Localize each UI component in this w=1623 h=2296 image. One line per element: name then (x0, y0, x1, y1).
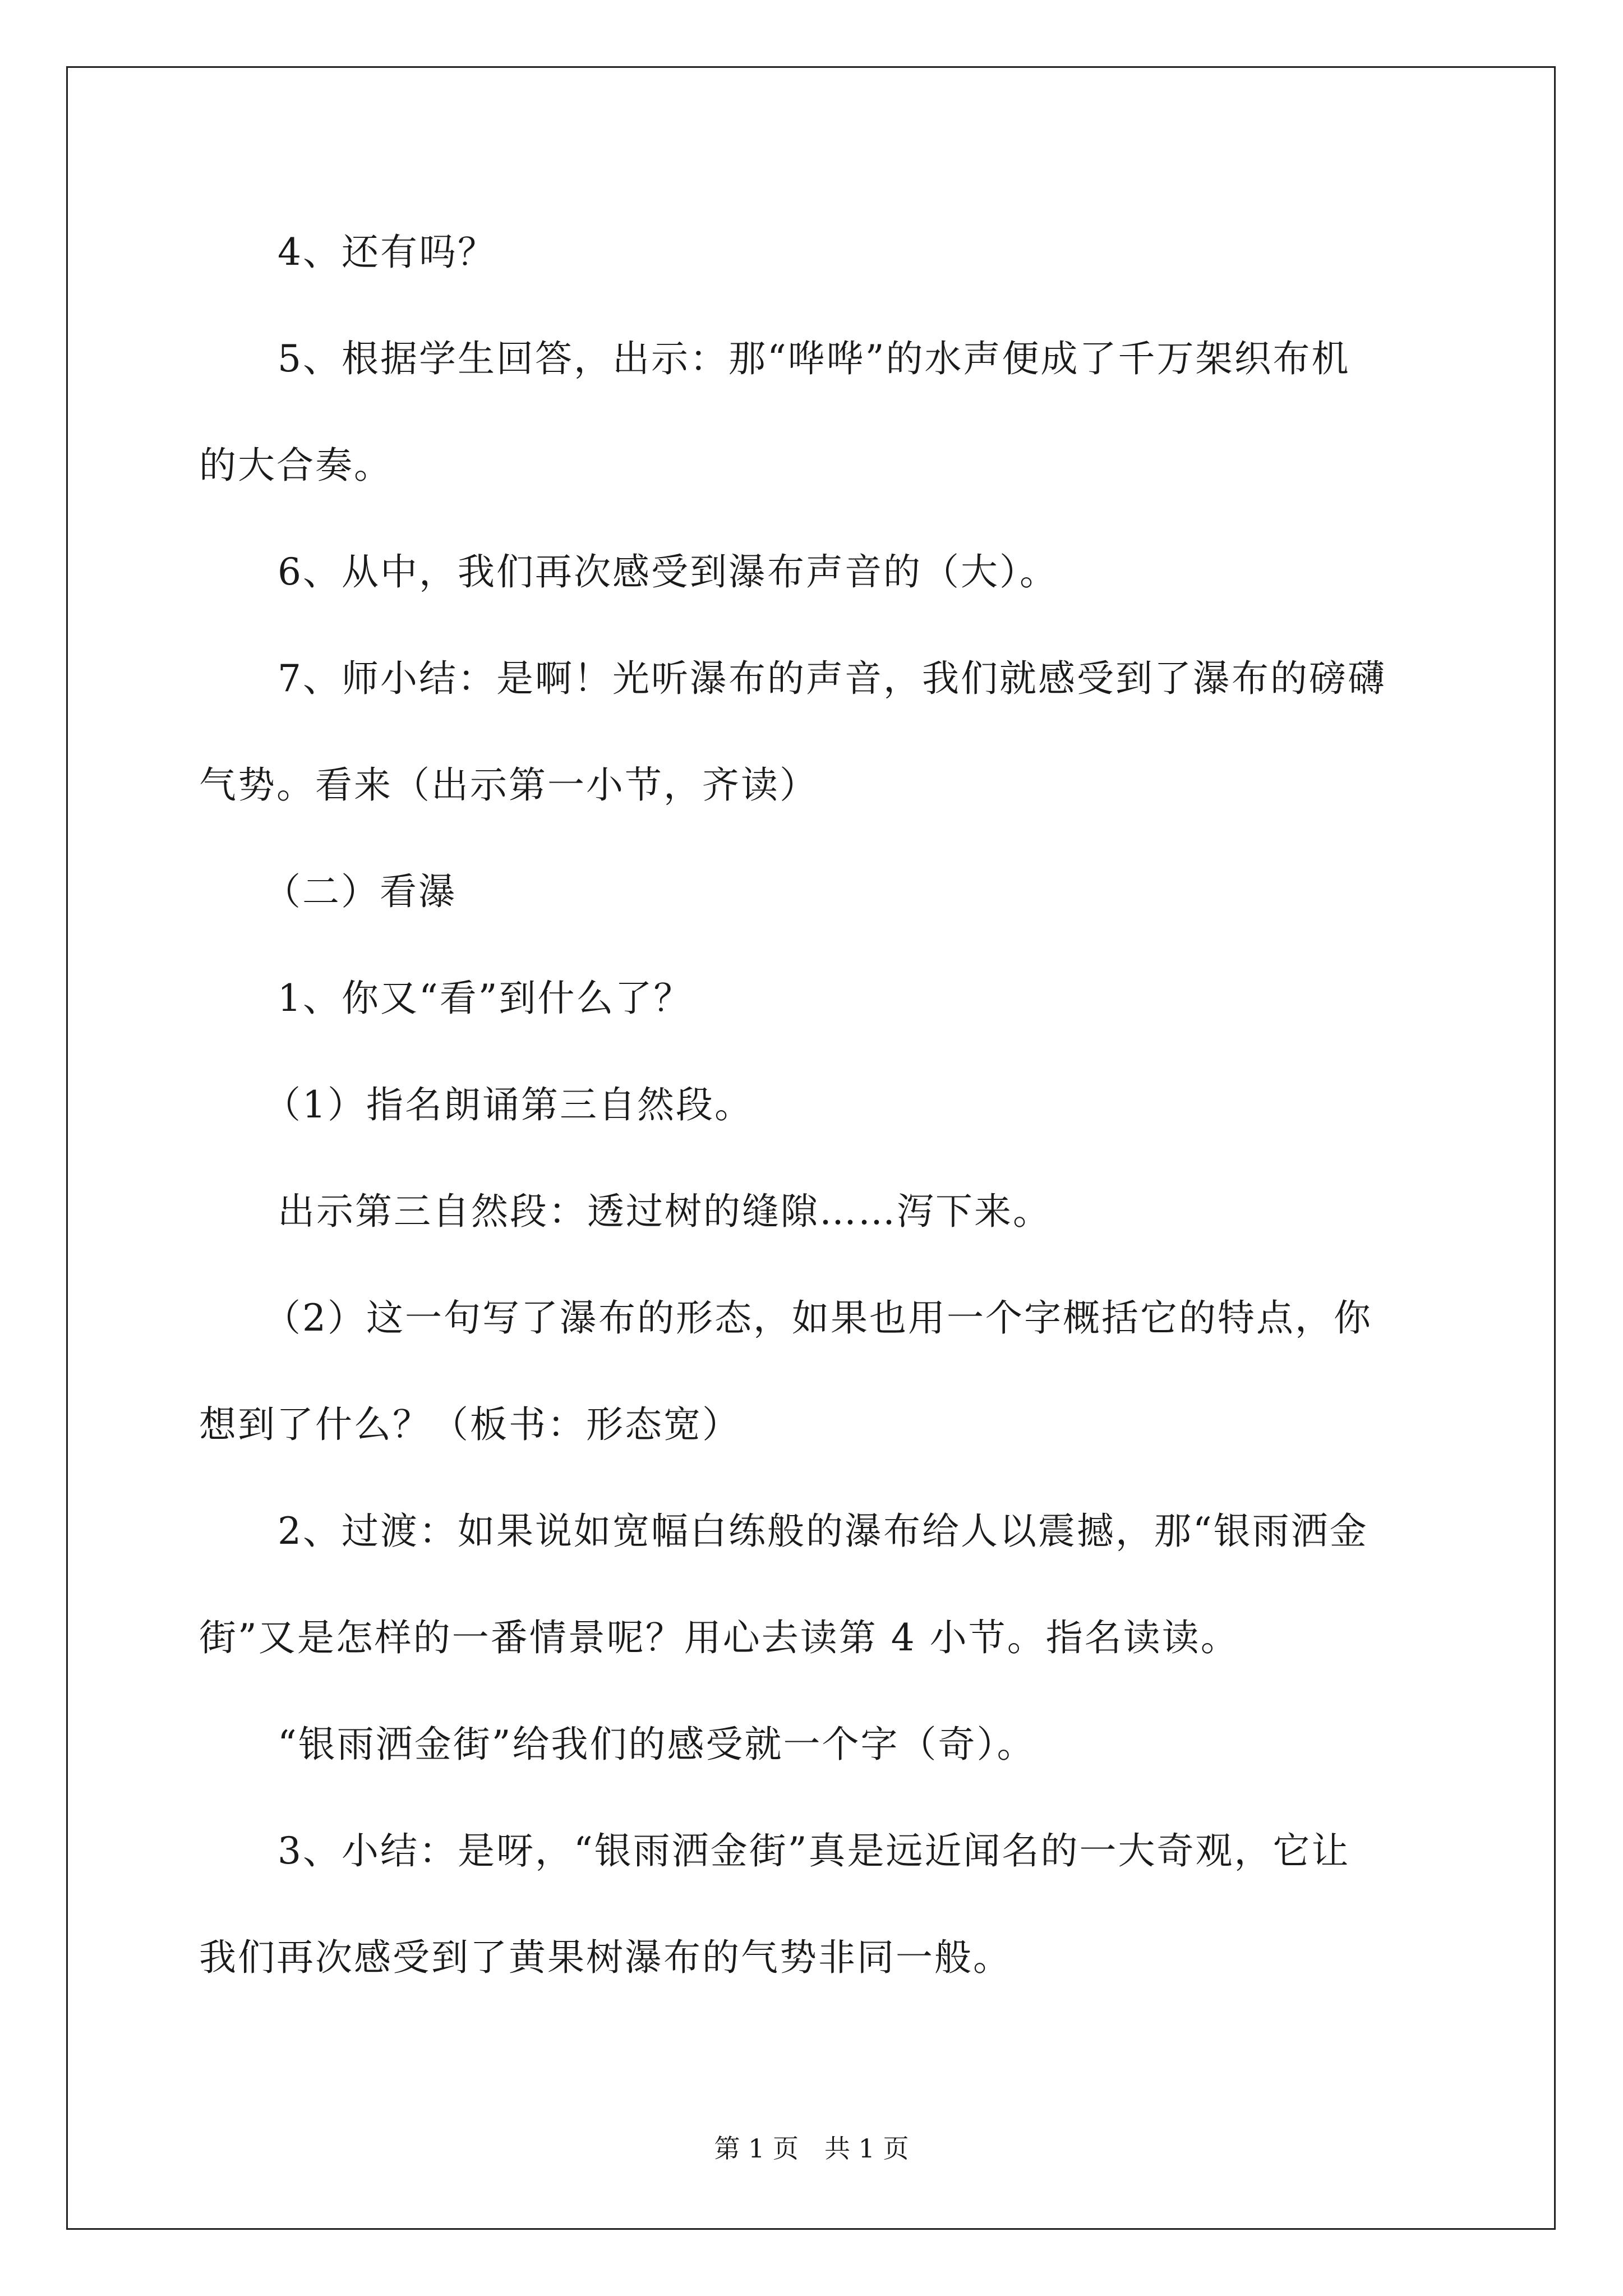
line-9: （1）指名朗诵第三自然段。 (264, 1083, 753, 1126)
line-5: 7、师小结：是啊！光听瀑布的声音，我们就感受到了瀑布的磅礴 (278, 657, 1386, 700)
line-1: 4、还有吗？ (278, 231, 496, 274)
line-10: 出示第三自然段：透过树的缝隙……泻下来。 (278, 1190, 1052, 1233)
line-7: （二）看瀑 (264, 870, 457, 913)
line-13: 2、过渡：如果说如宽幅白练般的瀑布给人以震撼，那“银雨洒金 (278, 1510, 1368, 1553)
line-14: 街”又是怎样的一番情景呢？用心去读第 4 小节。指名读读。 (199, 1616, 1239, 1659)
line-15: “银雨洒金街”给我们的感受就一个字（奇）。 (278, 1723, 1036, 1766)
line-11: （2）这一句写了瀑布的形态，如果也用一个字概括它的特点，你 (264, 1296, 1372, 1340)
line-16: 3、小结：是呀，“银雨洒金街”真是远近闻名的一大奇观，它让 (278, 1829, 1350, 1872)
line-4: 6、从中，我们再次感受到瀑布声音的（大）。 (278, 550, 1058, 593)
line-6: 气势。看来（出示第一小节，齐读） (199, 763, 818, 807)
line-12: 想到了什么？（板书：形态宽） (199, 1403, 741, 1446)
line-2: 5、根据学生回答，出示：那“哗哗”的水声便成了千万架织布机 (278, 337, 1350, 380)
line-8: 1、你又“看”到什么了？ (278, 977, 693, 1020)
line-3: 的大合奏。 (199, 444, 393, 487)
page-footer: 第 1 页 共 1 页 (714, 2133, 909, 2164)
line-17: 我们再次感受到了黄果树瀑布的气势非同一般。 (199, 1936, 1012, 1979)
